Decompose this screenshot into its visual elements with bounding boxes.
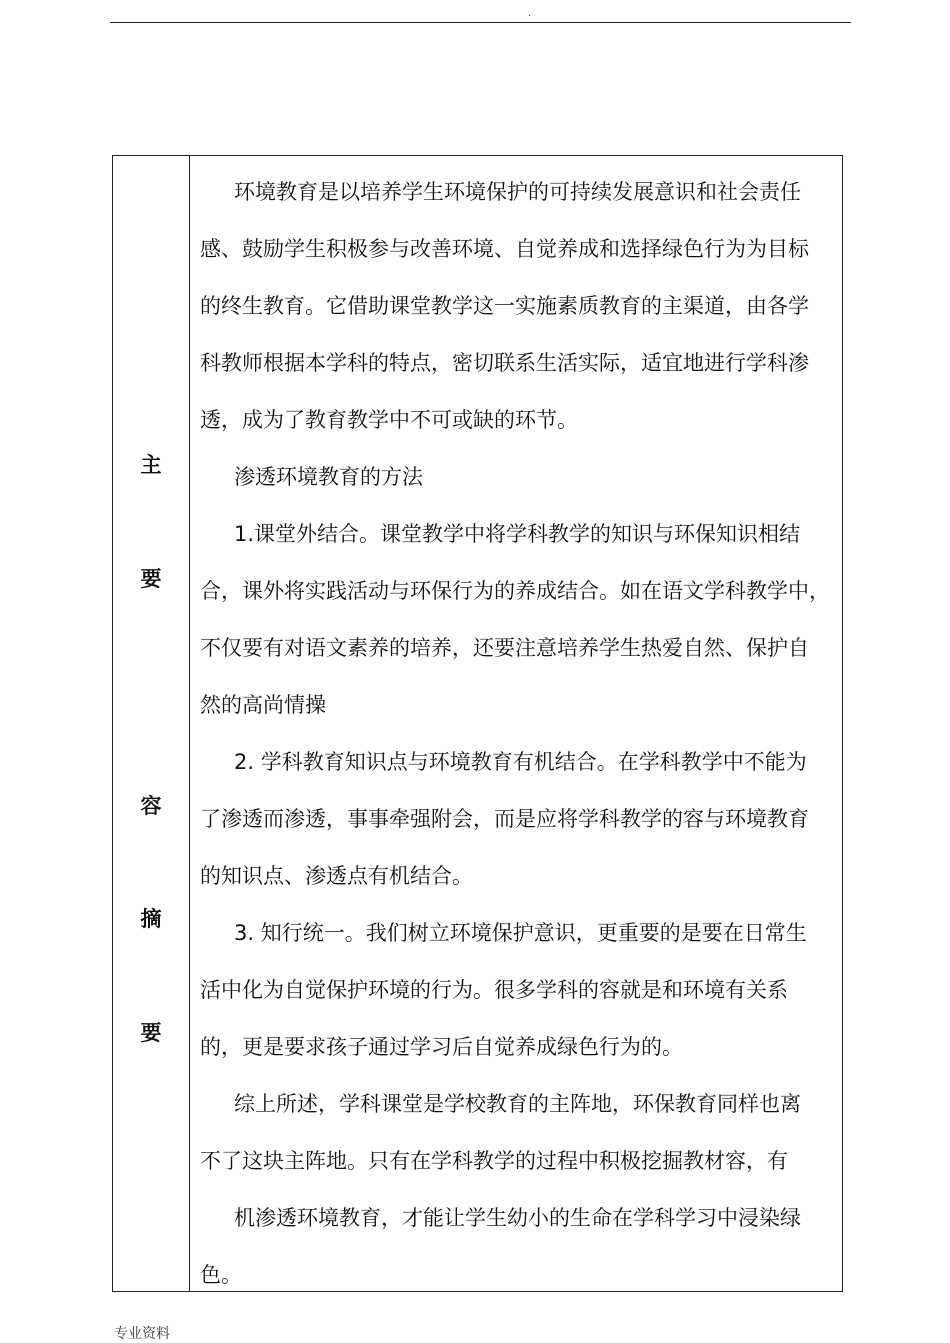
text-line: 3. 知行统一。我们树立环境保护意识，更重要的是要在日常生: [234, 921, 807, 945]
text-line: 1.课堂外结合。课堂教学中将学科教学的知识与环保知识相结: [234, 522, 801, 546]
text-line: 合，课外将实践活动与环保行为的养成结合。如在语文学科教学中，: [200, 579, 830, 603]
label-char-2: 要: [140, 567, 162, 591]
section-heading: 渗透环境教育的方法: [234, 465, 423, 489]
summary-table: [112, 155, 843, 1292]
text-line: 机渗透环境教育，才能让学生幼小的生命在学科学习中浸染绿: [234, 1206, 801, 1230]
header-rule: [110, 22, 851, 23]
text-line: 不了这块主阵地。只有在学科教学的过程中积极挖掘教材容，有: [200, 1149, 788, 1173]
content-cell: [200, 164, 840, 1304]
text-line: 的，更是要求孩子通过学习后自觉养成绿色行为的。: [200, 1035, 683, 1059]
label-char-3: 容: [140, 794, 162, 818]
label-char-1: 主: [140, 453, 162, 477]
text-line: 环境教育是以培养学生环境保护的可持续发展意识和社会责任: [234, 180, 801, 204]
text-line: 不仅要有对语文素养的培养，还要注意培养学生热爱自然、保护自: [200, 636, 809, 660]
text-line: 综上所述，学科课堂是学校教育的主阵地，环保教育同样也离: [234, 1092, 801, 1116]
header-mark: .: [528, 8, 532, 19]
text-line: 然的高尚情操: [200, 693, 326, 717]
column-divider: [189, 156, 190, 1291]
text-line: 2. 学科教育知识点与环境教育有机结合。在学科教学中不能为: [234, 750, 807, 774]
label-char-4: 摘: [140, 907, 162, 931]
text-line: 了渗透而渗透，事事牵强附会，而是应将学科教学的容与环境教育: [200, 807, 809, 831]
text-line: 色。: [200, 1263, 242, 1287]
text-line: 活中化为自觉保护环境的行为。很多学科的容就是和环境有关系: [200, 978, 788, 1002]
text-line: 透，成为了教育教学中不可或缺的环节。: [200, 408, 578, 432]
text-line: 的终生教育。它借助课堂教学这一实施素质教育的主渠道，由各学: [200, 294, 809, 318]
label-char-5: 要: [140, 1021, 162, 1045]
text-line: 的知识点、渗透点有机结合。: [200, 864, 473, 888]
footer-text: 专业资料: [114, 1326, 170, 1342]
text-line: 感、鼓励学生积极参与改善环境、自觉养成和选择绿色行为为目标: [200, 237, 809, 261]
text-line: 科教师根据本学科的特点，密切联系生活实际，适宜地进行学科渗: [200, 351, 809, 375]
